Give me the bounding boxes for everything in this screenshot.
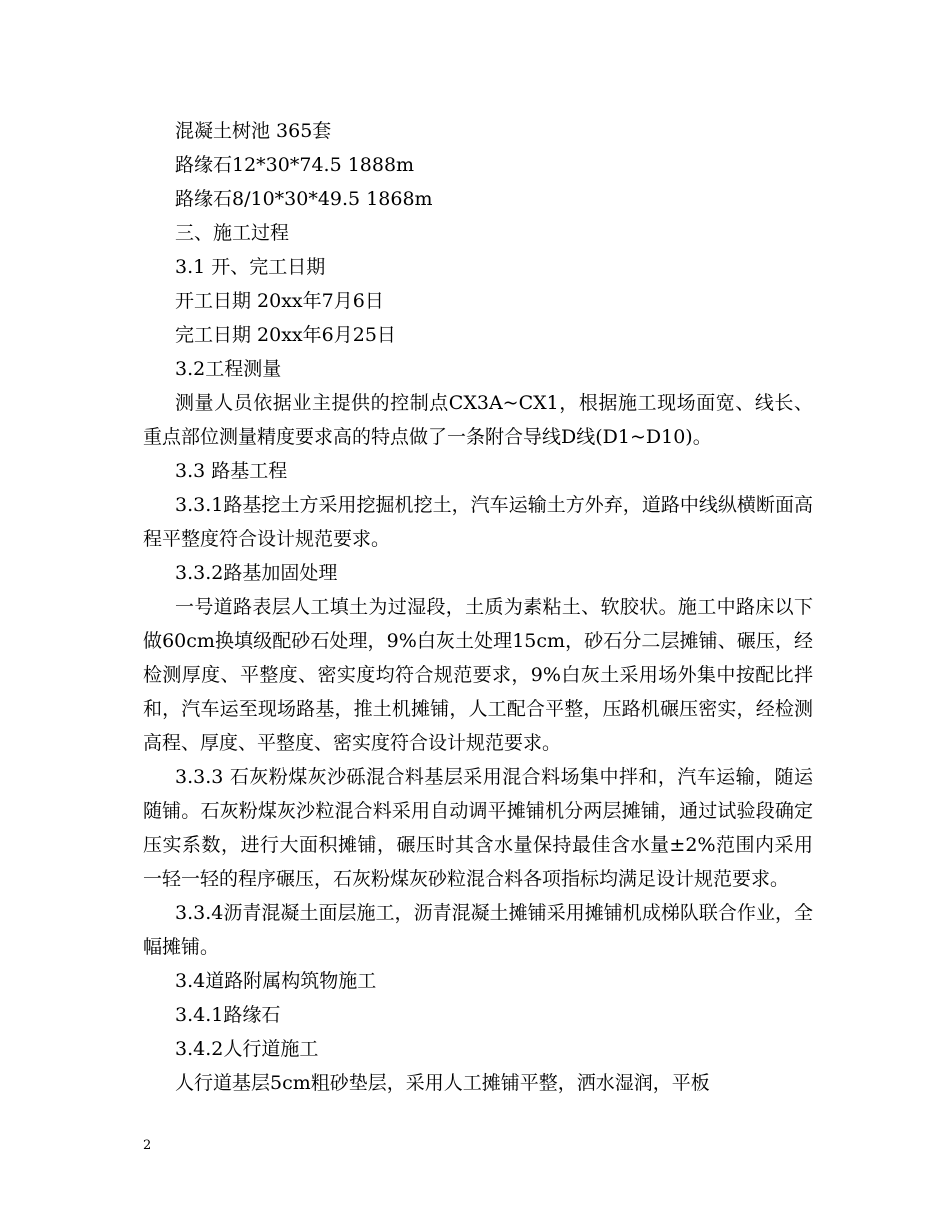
paragraph-3-3-3: 3.3.3 石灰粉煤灰沙砾混合料基层采用混合料场集中拌和，汽车运输，随运随铺。石灰粉煤灰沙粒混合料采用自动调平摊铺机分两层摊铺，通过试验段确定压实系数，进行大面积摊铺，碾压时其含水量保持最佳含水量±2%范围内采用一轻一轻的程序碾压，石灰粉煤灰砂粒混合料各项指标均满足设计规范要求。 [143, 766, 813, 890]
paragraph-reinforcement: 一号道路表层人工填土为过湿段，土质为素粘土、软胶状。施工中路床以下做60cm换填级配砂石处理，9%白灰土处理15cm，砂石分二层摊铺、碾压，经检测厚度、平整度、密实度均符合规范要求，9%白灰土采用场外集中按配比拌和，汽车运至现场路基，推土机摊铺，人工配合平整，压路机碾压密实，经检测高程、厚度、平整度、密实度符合设计规范要求。 [143, 596, 813, 754]
paragraph-survey: 测量人员依据业主提供的控制点CX3A~CX1，根据施工现场面宽、线长、重点部位测量精度要求高的特点做了一条附合导线D线(D1~D10)。 [143, 392, 813, 448]
subheading-3-1: 3.1 开、完工日期 [175, 256, 326, 278]
section-heading-3: 三、施工过程 [175, 222, 290, 244]
subheading-3-4: 3.4道路附属构筑物施工 [175, 970, 377, 992]
paragraph-sidewalk: 人行道基层5cm粗砂垫层，采用人工摊铺平整，洒水湿润，平板 [175, 1072, 710, 1094]
subheading-3-3-2: 3.3.2路基加固处理 [175, 562, 338, 584]
start-date: 开工日期 20xx年7月6日 [175, 290, 384, 312]
subheading-3-3: 3.3 路基工程 [175, 460, 288, 482]
subheading-3-4-2: 3.4.2人行道施工 [175, 1038, 319, 1060]
page-number: 2 [143, 1138, 152, 1153]
paragraph-3: 路缘石8/10*30*49.5 1868m [175, 188, 433, 210]
paragraph-2: 路缘石12*30*74.5 1888m [175, 154, 415, 176]
end-date: 完工日期 20xx年6月25日 [175, 324, 396, 346]
paragraph-1: 混凝土树池 365套 [175, 120, 332, 142]
paragraph-3-3-4: 3.3.4沥青混凝土面层施工，沥青混凝土摊铺采用摊铺机成梯队联合作业，全幅摊铺。 [143, 902, 813, 958]
document-body [143, 114, 813, 1100]
subheading-3-4-1: 3.4.1路缘石 [175, 1004, 281, 1026]
subheading-3-2: 3.2工程测量 [175, 358, 282, 380]
paragraph-3-3-1: 3.3.1路基挖土方采用挖掘机挖土，汽车运输土方外弃，道路中线纵横断面高程平整度符合设计规范要求。 [143, 494, 813, 550]
